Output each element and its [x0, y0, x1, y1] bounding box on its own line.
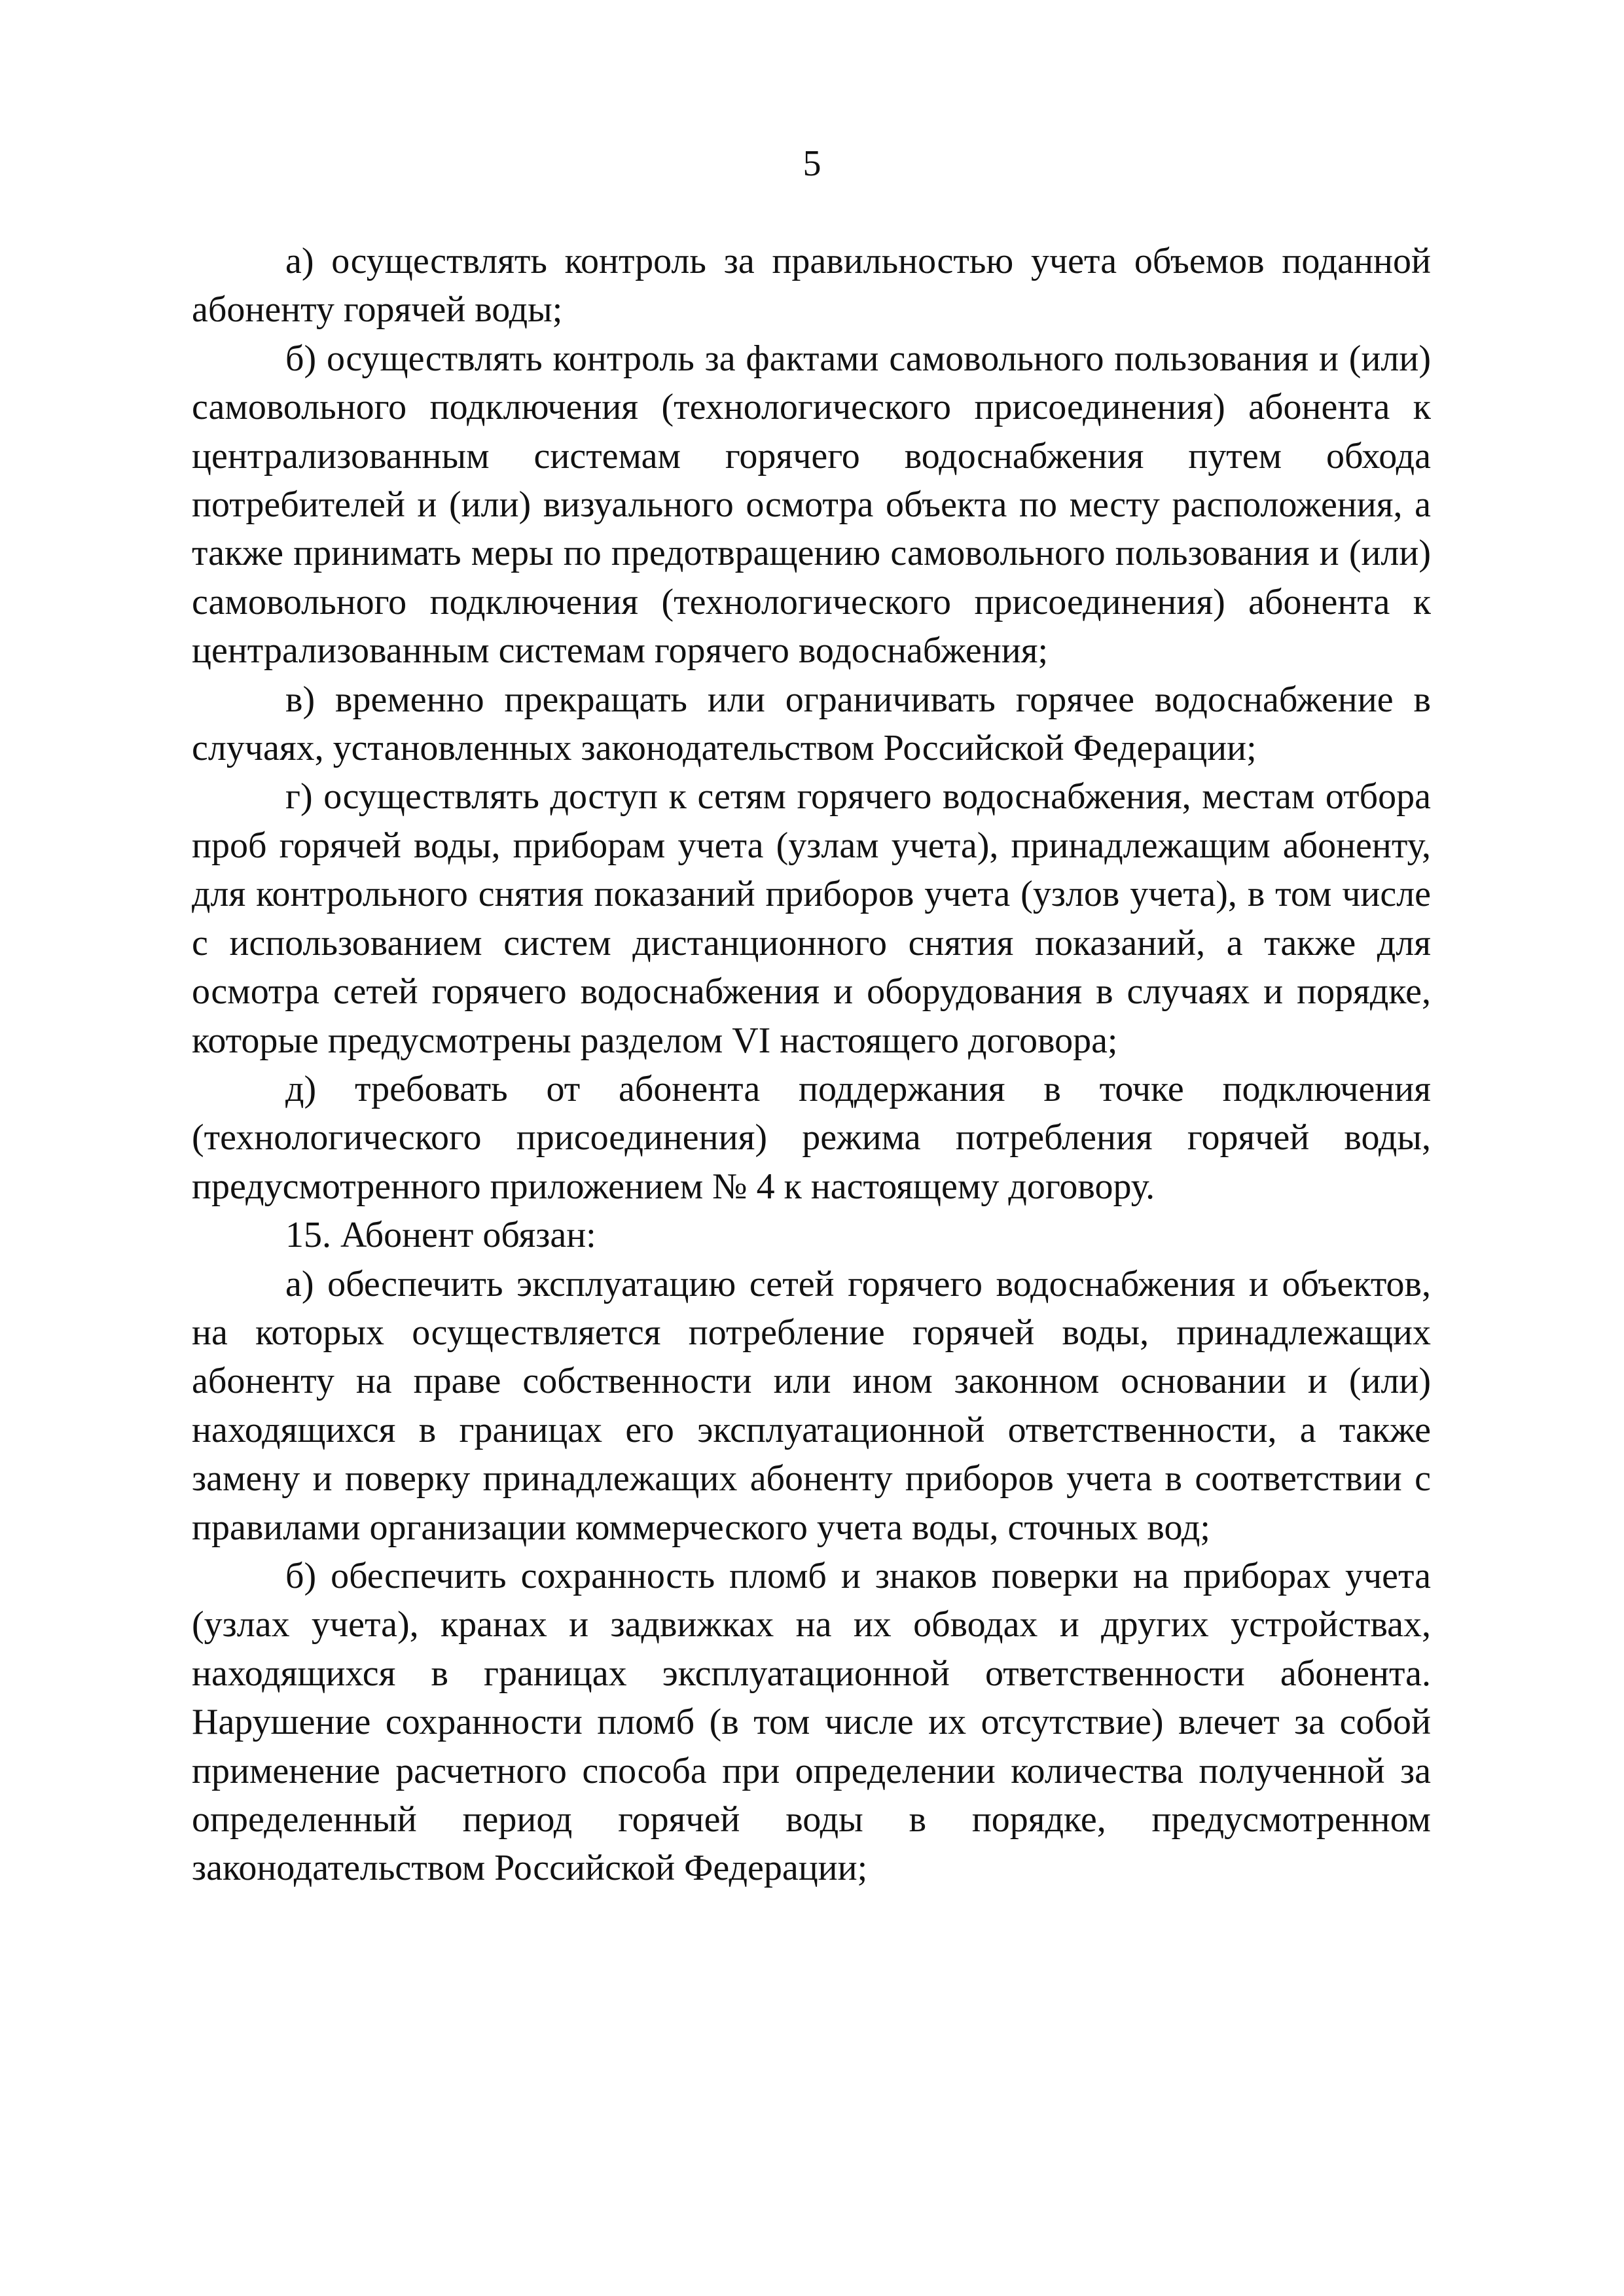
paragraph-14-g: г) осуществлять доступ к сетям горячего водоснабжения, местам отбора проб горячей воды, приборам учета (узлам учета), принадлежащим абоненту, для контрольного снятия показаний приборов учета (узлов учета), в том числе с использованием систем дистанционного снятия показаний, а также для осмотра сетей горячего водоснабжения и оборудования в случаях и порядке, которые предусмотрены разделом VI настоящего договора;: [192, 776, 1431, 1061]
section-15-heading: 15. Абонент обязан:: [285, 1215, 596, 1256]
paragraph-14-a: а) осуществлять контроль за правильностью учета объемов поданной абоненту горячей воды;: [192, 241, 1431, 331]
paragraph-14-v: в) временно прекращать или ограничивать горячее водоснабжение в случаях, установленных законодательством Российской Федерации;: [192, 679, 1431, 769]
page-number: 5: [803, 143, 821, 184]
document-body: [192, 237, 1431, 1893]
paragraph-14-b: б) осуществлять контроль за фактами самовольного пользования и (или) самовольного подключения (технологического присоединения) абонента к централизованным системам горячего водоснабжения путем обхода потребителей и (или) визуального осмотра объекта по месту расположения, а также принимать меры по предотвращению самовольного пользования и (или) самовольного подключения (технологического присоединения) абонента к централизованным системам горячего водоснабжения;: [192, 338, 1431, 672]
paragraph-14-d: д) требовать от абонента поддержания в точке подключения (технологического присоединения) режима потребления горячей воды, предусмотренного приложением № 4 к настоящему договору.: [192, 1068, 1431, 1207]
paragraph-15-a: а) обеспечить эксплуатацию сетей горячего водоснабжения и объектов, на которых осуществляется потребление горячей воды, принадлежащих абоненту на праве собственности или ином законном основании и (или) находящихся в границах его эксплуатационной ответственности, а также замену и поверку принадлежащих абоненту приборов учета в соответствии с правилами организации коммерческого учета воды, сточных вод;: [192, 1263, 1431, 1548]
paragraph-15-b: б) обеспечить сохранность пломб и знаков поверки на приборах учета (узлах учета), кранах и задвижках на их обводах и других устройствах, находящихся в границах эксплуатационной ответственности абонента. Нарушение сохранности пломб (в том числе их отсутствие) влечет за собой применение расчетного способа при определении количества полученной за определенный период горячей воды в порядке, предусмотренном законодательством Российской Федерации;: [192, 1555, 1431, 1889]
